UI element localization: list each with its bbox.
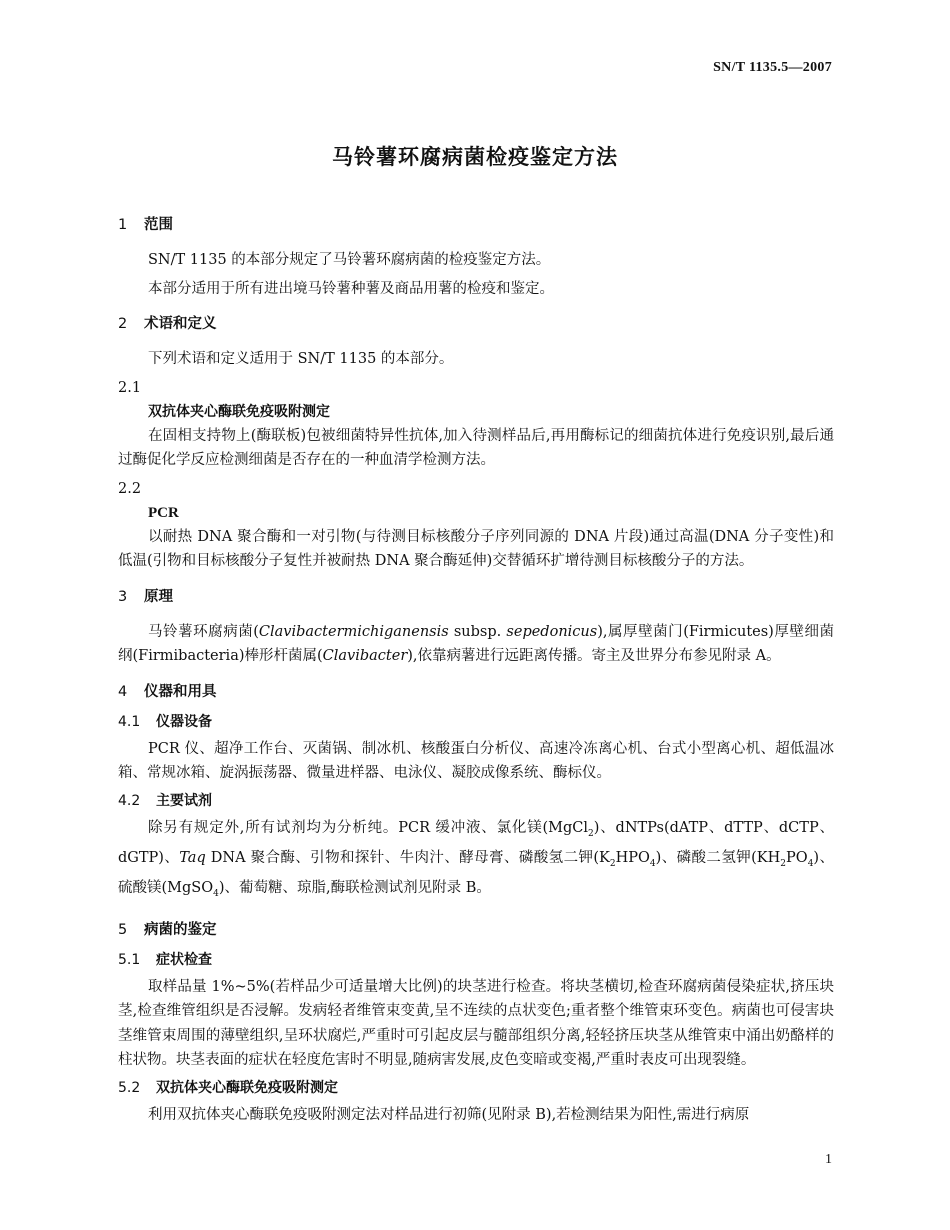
section-number: 4: [118, 683, 128, 700]
scope-paragraph-1: SN/T 1135 的本部分规定了马铃薯环腐病菌的检疫鉴定方法。: [148, 252, 551, 268]
term-number: 2.1: [118, 379, 142, 396]
subsection-number: 5.1: [118, 951, 141, 968]
section-title: 仪器和用具: [144, 683, 217, 700]
equipment-paragraph: PCR 仪、超净工作台、灭菌锅、制冰机、核酸蛋白分析仪、高速冷冻离心机、台式小型离心机、超低温冰箱、常规冰箱、旋涡振荡器、微量进样器、电泳仪、凝胶成像系统、酶标仪。: [118, 740, 834, 781]
term-definition: 以耐热 DNA 聚合酶和一对引物(与待测目标核酸分子序列同源的 DNA 片段)通过高温(DNA 分子变性)和低温(引物和目标核酸分子复性并被耐热 DNA 聚合酶延伸)交替循环扩增待测目标核酸分子的方法。: [118, 528, 834, 569]
terms-intro: 下列术语和定义适用于 SN/T 1135 的本部分。: [148, 351, 454, 367]
section-4-heading: [118, 681, 834, 711]
section-title: 病菌的鉴定: [144, 921, 217, 938]
page-title: 马铃薯环腐病菌检疫鉴定方法: [332, 145, 618, 169]
section-number: 5: [118, 921, 128, 938]
section-3-heading: [118, 586, 834, 616]
section-5-heading: [118, 919, 834, 949]
subsection-4-1-heading: [118, 711, 834, 737]
principle-paragraph: 马铃薯环腐病菌(Clavibactermichiganensis subsp. sepedonicus),属厚壁菌门(Firmicutes)厚壁细菌纲(Firmibacteria)棒形杆菌属(Clavibacter),依靠病薯进行远距离传播。寄主及世界分布参见附录 A。: [118, 623, 834, 664]
document-body: [118, 214, 834, 1131]
section-title: 原理: [144, 588, 173, 605]
subsection-5-1-heading: [118, 949, 834, 975]
term-definition: 在固相支持物上(酶联板)包被细菌特异性抗体,加入待测样品后,再用酶标记的细菌抗体进行免疫识别,最后通过酶促化学反应检测细菌是否存在的一种血清学检测方法。: [118, 427, 834, 468]
subsection-title: 症状检查: [156, 951, 212, 968]
section-1-heading: [118, 214, 834, 244]
subsection-title: 主要试剂: [156, 792, 212, 809]
subsection-number: 4.2: [118, 792, 141, 809]
section-title: 范围: [144, 217, 173, 233]
subsection-5-2-heading: [118, 1077, 834, 1103]
subsection-number: 5.2: [118, 1079, 141, 1096]
subsection-title: 仪器设备: [156, 713, 212, 730]
term-number: 2.2: [118, 480, 142, 497]
symptom-paragraph: 取样品量 1%~5%(若样品少可适量增大比例)的块茎进行检查。将块茎横切,检查环腐病菌侵染症状,挤压块茎,检查维管组织是否浸解。发病轻者维管束变黄,呈不连续的点状变色;重者整个维管束环变色。病菌也可侵害块茎维管束周围的薄壁组织,呈环状腐烂,严重时可引起皮层与髓部组织分离,轻轻挤压块茎从维管束中涌出奶酪样的柱状物。块茎表面的症状在轻度危害时不明显,随病害发展,皮色变暗或变褐,严重时表皮可出现裂缝。: [118, 978, 834, 1069]
term-name: 双抗体夹心酶联免疫吸附测定: [148, 403, 330, 420]
page-number: 1: [825, 1152, 832, 1167]
section-title: 术语和定义: [144, 316, 217, 332]
subsection-4-2-heading: [118, 790, 834, 816]
elisa-paragraph: 利用双抗体夹心酶联免疫吸附测定法对样品进行初筛(见附录 B),若检测结果为阳性,需进行病原: [148, 1106, 750, 1123]
section-2-heading: [118, 313, 834, 343]
section-number: 1: [118, 217, 128, 233]
section-number: 2: [118, 316, 128, 332]
term-name: PCR: [148, 504, 179, 521]
section-number: 3: [118, 588, 128, 605]
scope-paragraph-2: 本部分适用于所有进出境马铃薯种薯及商品用薯的检疫和鉴定。: [148, 280, 554, 297]
reagents-paragraph: 除另有规定外,所有试剂均为分析纯。PCR 缓冲液、氯化镁(MgCl$_2$)、dNTPs(dATP、dTTP、dCTP、dGTP)、Taq DNA 聚合酶、引物和探针、牛肉汁、酵母膏、磷酸氢二钾$(K_2HPO_4)$、磷酸二氢钾$(KH_2PO_4)$、硫酸镁(MgSO$_4$)、葡萄糖、琼脂,酶联检测试剂见附录 B。: [118, 819, 834, 900]
subsection-number: 4.1: [118, 713, 141, 730]
standard-code: SN/T 1135.5—2007: [713, 60, 832, 75]
subsection-title: 双抗体夹心酶联免疫吸附测定: [156, 1079, 338, 1096]
